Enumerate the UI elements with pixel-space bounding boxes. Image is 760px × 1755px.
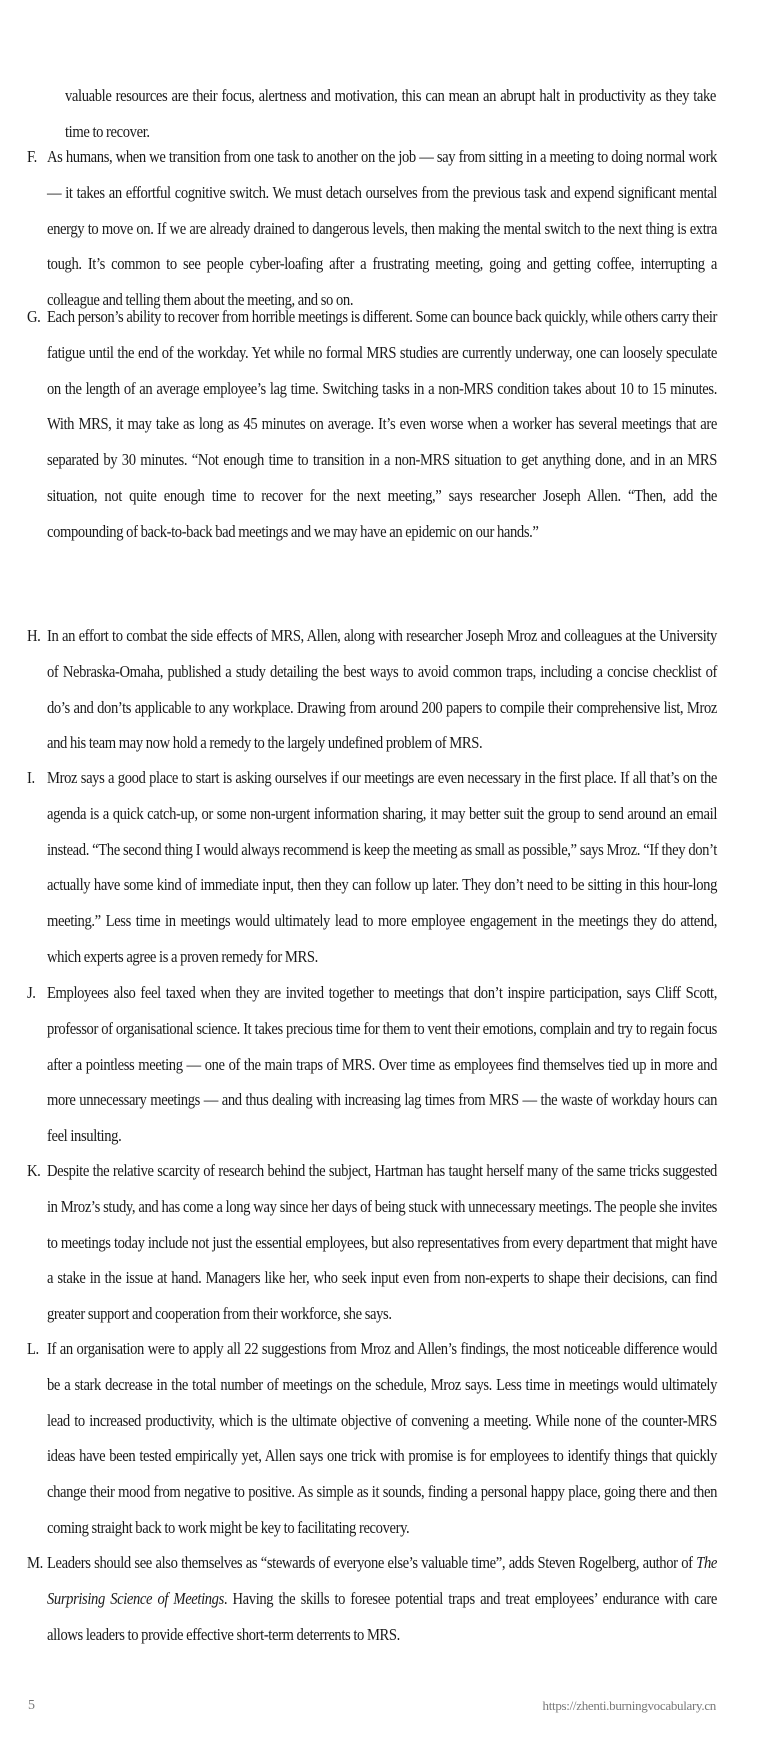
paragraph-text-end: . Having the skills to foresee potential traps and treat employees’ endurance with care allows leaders to provide effective short-term deterrents to MRS. [47, 1588, 717, 1644]
paragraph-l [27, 1331, 717, 1546]
paragraph-letter: H. [27, 626, 41, 645]
paragraph-text: Each person’s ability to recover from horrible meetings is different. Some can bounce back quickly, while others carry their fatigue until the end of the workday. Yet while no formal MRS studies are currently underway, one can loosely speculate on the length of an average employee’s lag time. Switching tasks in a non-MRS condition takes about 10 to 15 minutes. With MRS, it may take as long as 45 minutes on average. It’s even worse when a worker has several meetings that are separated by 30 minutes. “Not enough time to transition in a non-MRS situation to get anything done, and in an MRS situation, not quite enough time to recover for the next meeting,” says researcher Joseph Allen. “Then, add the compounding of back-to-back bad meetings and we may have an epidemic on our hands.” [47, 307, 717, 541]
paragraph-h [27, 618, 717, 761]
paragraph-text-start: Leaders should see also themselves as “stewards of everyone else’s valuable time”, adds Steven Rogelberg, author of [47, 1553, 697, 1572]
paragraph-g [27, 299, 717, 550]
paragraph-letter: L. [27, 1339, 39, 1358]
paragraph-letter: G. [27, 307, 41, 326]
paragraph-text: If an organisation were to apply all 22 suggestions from Mroz and Allen’s findings, the most noticeable difference would be a stark decrease in the total number of meetings on the schedule, Mroz says. Less time in meetings would ultimately lead to increased productivity, which is the ultimate objective of convening a meeting. While none of the counter-MRS ideas have been tested empirically yet, Allen says one trick with promise is for employees to identify things that quickly change their mood from negative to positive. As simple as it sounds, finding a personal happy place, going there and then coming straight back to work might be key to facilitating recovery. [47, 1339, 717, 1537]
paragraph-f [27, 139, 717, 318]
paragraph-k [27, 1153, 717, 1332]
paragraph-i [27, 760, 717, 975]
paragraph-text: Employees also feel taxed when they are invited together to meetings that don’t inspire participation, says Cliff Scott, professor of organisational science. It takes precious time for them to vent their emotions, complain and try to regain focus after a pointless meeting — one of the main traps of MRS. Over time as employees find themselves tied up in more and more unnecessary meetings — and thus dealing with increasing lag times from MRS — the waste of workday hours can feel insulting. [47, 983, 717, 1146]
continued-paragraph: valuable resources are their focus, alertness and motivation, this can mean an abrupt halt in productivity as they take time to recover. [65, 86, 716, 141]
paragraph-m [27, 1545, 717, 1652]
paragraph-letter: M. [27, 1553, 43, 1572]
paragraph-letter: K. [27, 1161, 41, 1180]
paragraph-text [47, 1545, 717, 1652]
paragraph-letter: I. [27, 768, 35, 787]
paragraph-j [27, 975, 717, 1154]
book-title: The Surprising Science of Meetings [47, 1553, 717, 1608]
paragraph-text: As humans, when we transition from one task to another on the job — say from sitting in a meeting to doing normal work — it takes an effortful cognitive switch. We must detach ourselves from the previous task and expend significant mental energy to move on. If we are already drained to dangerous levels, then making the mental switch to the next thing is extra tough. It’s common to see people cyber-loafing after a frustrating meeting, going and getting coffee, interrupting a colleague and telling them about the meeting, and so on. [47, 147, 717, 310]
paragraph-text: In an effort to combat the side effects of MRS, Allen, along with researcher Joseph Mroz and colleagues at the University of Nebraska-Omaha, published a study detailing the best ways to avoid common traps, including a concise checklist of do’s and don’ts applicable to any workplace. Drawing from around 200 papers to compile their comprehensive list, Mroz and his team may now hold a remedy to the largely undefined problem of MRS. [47, 626, 717, 753]
paragraph-text: Despite the relative scarcity of research behind the subject, Hartman has taught herself many of the same tricks suggested in Mroz’s study, and has come a long way since her days of being stuck with unnecessary meetings. The people she invites to meetings today include not just the essential employees, but also representatives from every department that might have a stake in the issue at hand. Managers like her, who seek input even from non-experts to shape their decisions, can find greater support and cooperation from their workforce, she says. [47, 1161, 717, 1324]
page-number: 5 [28, 1698, 35, 1713]
paragraph-text: Mroz says a good place to start is asking ourselves if our meetings are even necessary in the first place. If all that’s on the agenda is a quick catch-up, or some non-urgent information sharing, it may better suit the group to send around an email instead. “The second thing I would always recommend is keep the meeting as small as possible,” says Mroz. “If they don’t actually have some kind of immediate input, then they can follow up later. They don’t need to be sitting in this hour-long meeting.” Less time in meetings would ultimately lead to more employee engagement in the meetings they do attend, which experts agree is a proven remedy for MRS. [47, 768, 717, 966]
paragraph-letter: F. [27, 147, 37, 166]
source-url[interactable]: https://zhenti.burningvocabulary.cn [542, 1698, 716, 1713]
paragraph-letter: J. [27, 983, 36, 1002]
